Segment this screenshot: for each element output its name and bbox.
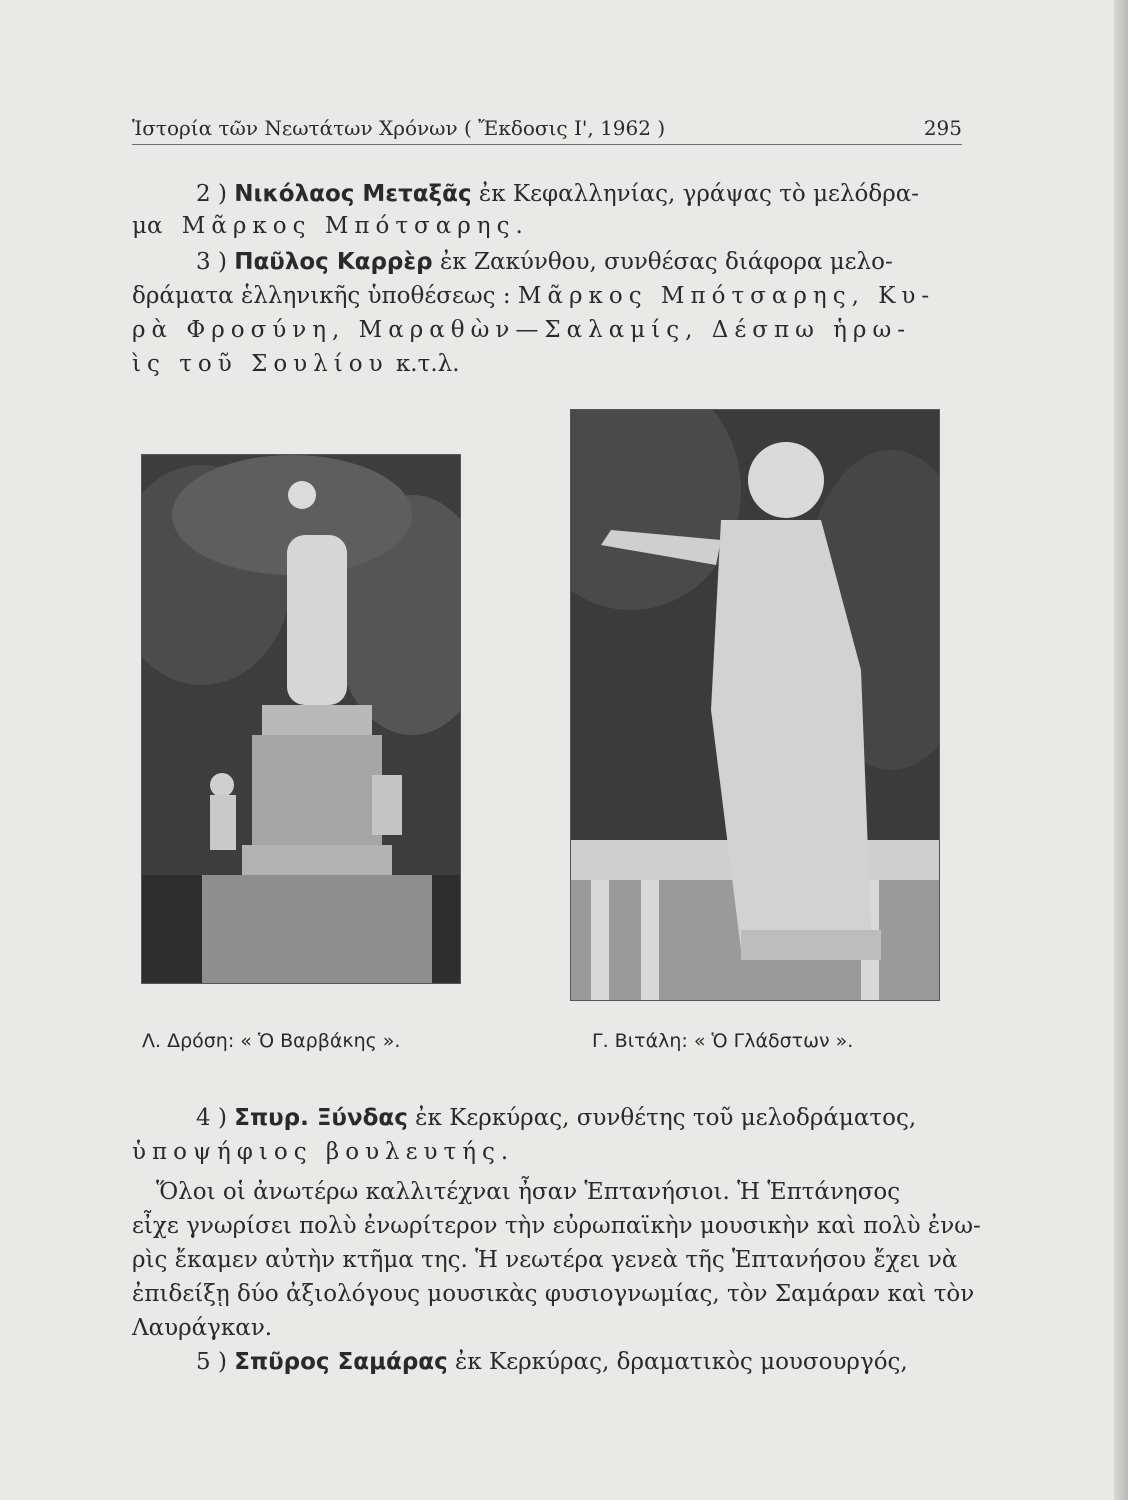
figure-caption-2: Γ. Βιτάλη: « Ὁ Γλάδστων ».: [592, 1030, 854, 1052]
figure-caption-1: Λ. Δρόση: « Ὁ Βαρβάκης ».: [142, 1030, 401, 1052]
item-4-line-2: ὑποψήφιος βουλευτής.: [132, 1139, 515, 1165]
item-number: 3 ): [196, 249, 227, 275]
item-2-line-2: [132, 212, 962, 240]
composer-name: Παῦλος Καρρὲρ: [234, 249, 433, 275]
opera-title: Μᾶρκος Μπότσαρης.: [181, 213, 529, 239]
item-text: κ.τ.λ.: [395, 351, 460, 377]
item-text: δράματα ἑλληνικῆς ὑποθέσεως :: [132, 283, 511, 309]
composer-name: Σπῦρος Σαμάρας: [234, 1349, 448, 1375]
page-number: 295: [923, 116, 962, 140]
item-number: 5 ): [196, 1349, 227, 1375]
item-3-line-2: [132, 282, 962, 310]
paragraph-line-3: ρὶς ἔκαμεν αὐτὴν κτῆμα της. Ἡ νεωτέρα γενεὰ τῆς Ἑπτανήσου ἔχει νὰ: [132, 1247, 958, 1273]
statue-photo-gladstone: [570, 409, 940, 1001]
paragraph-line-5: Λαυράγκαν.: [132, 1315, 273, 1341]
item-4-line-1: [132, 1104, 962, 1132]
paragraph-line-2: εἶχε γνωρίσει πολὺ ἐνωρίτερον τὴν εὐρωπαϊκὴν μουσικὴν καὶ πολὺ ἐνω-: [132, 1213, 981, 1239]
paragraph-line-4: ἐπιδείξῃ δύο ἀξιολόγους μουσικὰς φυσιογνωμίας, τὸν Σαμάραν καὶ τὸν: [132, 1281, 975, 1307]
item-3-line-3: ρὰ Φροσύνη, Μαραθὼν—Σαλαμίς, Δέσπω ἡρω-: [132, 317, 911, 343]
item-text: ἐκ Κερκύρας, δραματικὸς μουσουργός,: [455, 1349, 908, 1375]
composer-name: Σπυρ. Ξύνδας: [234, 1105, 408, 1131]
paragraph-line-1: Ὅλοι οἱ ἀνωτέρω καλλιτέχναι ἦσαν Ἑπτανήσιοι. Ἡ Ἑπτάνησος: [156, 1179, 901, 1205]
statue-photo-barvakis: [141, 454, 461, 984]
item-5-line-1: [132, 1348, 962, 1376]
item-3-line-4: [132, 350, 962, 378]
item-text: μα: [132, 213, 163, 239]
opera-title: Μᾶρκος Μπότσαρης, Κυ-: [517, 283, 936, 309]
book-title: Ἱστορία τῶν Νεωτάτων Χρόνων ( Ἔκδοσις Ι', 1962 ): [132, 116, 666, 140]
opera-title: ὶς τοῦ Σουλίου: [132, 351, 389, 377]
item-text: ἐκ Κερκύρας, συνθέτης τοῦ μελοδράματος,: [415, 1105, 917, 1131]
item-3-line-1: [132, 248, 962, 276]
item-text: ἐκ Κεφαλληνίας, γράψας τὸ μελόδρα-: [478, 181, 920, 207]
item-number: 2 ): [196, 181, 227, 207]
item-number: 4 ): [196, 1105, 227, 1131]
item-text: ἐκ Ζακύνθου, συνθέσας διάφορα μελο-: [439, 249, 893, 275]
page-edge: [1114, 0, 1128, 1500]
composer-name: Νικόλαος Μεταξᾶς: [234, 181, 472, 207]
item-2-line-1: [132, 180, 962, 208]
running-header: [132, 114, 962, 145]
